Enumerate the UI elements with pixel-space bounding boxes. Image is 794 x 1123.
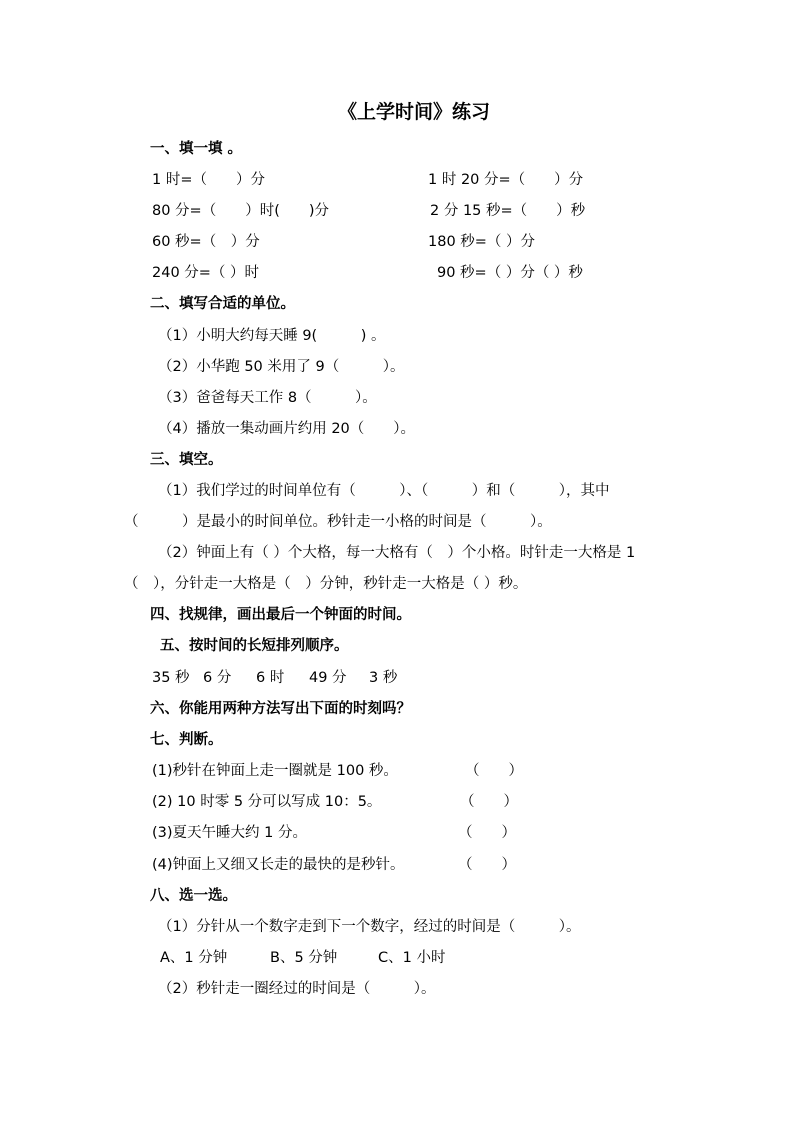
section-8-heading: 八、选一选。 xyxy=(150,888,237,904)
s1-row-3-right: 180 秒=（ ）分 xyxy=(428,234,536,250)
s5-value-1: 35 秒 xyxy=(152,670,190,686)
s7-item-2-bracket: （ ） xyxy=(460,794,518,810)
s2-item-2: （2）小华跑 50 米用了 9（ ）。 xyxy=(158,359,405,375)
s1-row-2-right: 2 分 15 秒=（ ）秒 xyxy=(430,203,586,219)
s2-item-4: （4）播放一集动画片约用 20（ ）。 xyxy=(158,421,416,437)
section-5-heading: 五、按时间的长短排列顺序。 xyxy=(160,638,349,654)
s2-item-3: （3）爸爸每天工作 8（ ）。 xyxy=(158,390,377,406)
s8-option-c: C、1 小时 xyxy=(378,950,446,966)
s5-value-5: 3 秒 xyxy=(369,670,398,686)
s8-option-b: B、5 分钟 xyxy=(270,950,338,966)
s7-item-1-bracket: （ ） xyxy=(465,763,523,779)
s8-option-a: A、1 分钟 xyxy=(160,950,228,966)
section-2-heading: 二、填写合适的单位。 xyxy=(150,296,295,312)
s1-row-2-left: 80 分=（ ）时( )分 xyxy=(152,203,330,219)
s7-item-3-bracket: （ ） xyxy=(458,825,516,841)
s7-item-4: (4)钟面上又细又长走的最快的是秒针。 xyxy=(152,857,405,873)
s3-line-1: （1）我们学过的时间单位有（ ）、（ ）和（ ），其中 xyxy=(158,483,610,499)
section-3-heading: 三、填空。 xyxy=(150,452,223,468)
s3-line-4: （ ），分针走一大格是（ ）分钟，秒针走一大格是（ ）秒。 xyxy=(124,576,528,592)
s5-value-3: 6 时 xyxy=(256,670,285,686)
s8-question-1: （1）分针从一个数字走到下一个数字，经过的时间是（ ）。 xyxy=(158,919,581,935)
s5-value-2: 6 分 xyxy=(203,670,232,686)
page-title: 《上学时间》练习 xyxy=(338,101,491,123)
s8-question-2: （2）秒针走一圈经过的时间是（ ）。 xyxy=(158,981,436,997)
s5-value-4: 49 分 xyxy=(309,670,347,686)
section-6-heading: 六、你能用两种方法写出下面的时刻吗？ xyxy=(150,701,411,717)
s7-item-1: (1)秒针在钟面上走一圈就是 100 秒。 xyxy=(152,763,398,779)
section-7-heading: 七、判断。 xyxy=(150,732,223,748)
section-4-heading: 四、找规律，画出最后一个钟面的时间。 xyxy=(150,607,411,623)
s7-item-4-bracket: （ ） xyxy=(458,857,516,873)
s1-row-1-right: 1 时 20 分=（ ）分 xyxy=(428,172,584,188)
s1-row-4-left: 240 分=（ ）时 xyxy=(152,265,260,281)
s2-item-1: （1）小明大约每天睡 9( ) 。 xyxy=(158,328,386,344)
s3-line-3: （2）钟面上有（ ）个大格，每一大格有（ ）个小格。时针走一大格是 1 xyxy=(158,545,636,561)
s7-item-2: (2) 10 时零 5 分可以写成 10：5。 xyxy=(152,794,382,810)
s1-row-3-left: 60 秒=（ ）分 xyxy=(152,234,260,250)
s1-row-1-left: 1 时=（ ）分 xyxy=(152,172,265,188)
s1-row-4-right: 90 秒=（ ）分（ ）秒 xyxy=(437,265,583,281)
section-1-heading: 一、填一填 。 xyxy=(150,141,243,157)
s3-line-2: （ ）是最小的时间单位。秒针走一小格的时间是（ ）。 xyxy=(124,514,552,530)
s7-item-3: (3)夏天午睡大约 1 分。 xyxy=(152,825,307,841)
